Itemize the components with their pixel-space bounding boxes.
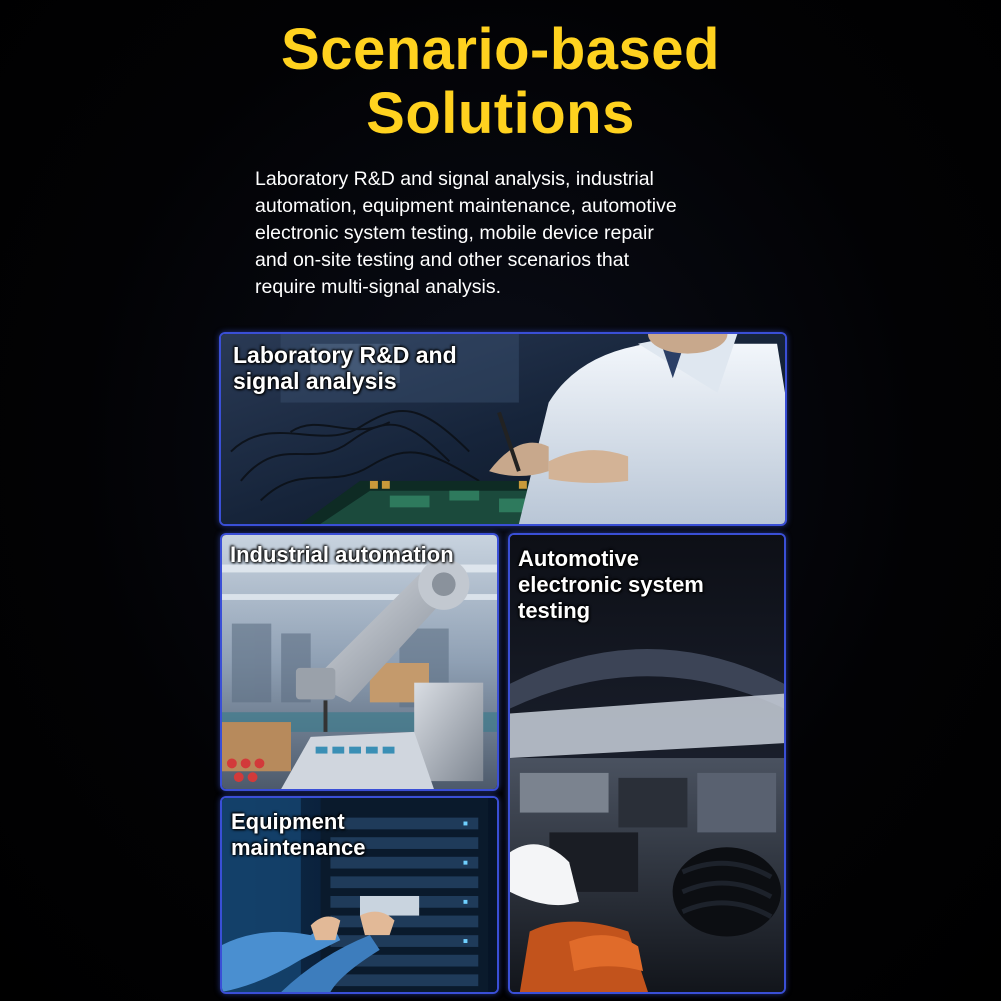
industrial-label-line-1: Industrial automation bbox=[230, 542, 454, 567]
intro-line-1: Laboratory R&D and signal analysis, industrial bbox=[255, 168, 654, 190]
intro-line-2: automation, equipment maintenance, automotive bbox=[255, 195, 677, 217]
industrial-scenario-card bbox=[220, 533, 499, 791]
automotive-label-line-1: Automotive bbox=[518, 546, 639, 571]
intro-line-5: require multi-signal analysis. bbox=[255, 276, 502, 298]
lab-label-line-1: Laboratory R&D and bbox=[233, 342, 457, 368]
automotive-label-line-2: electronic system bbox=[518, 572, 704, 597]
page-title bbox=[0, 18, 1001, 146]
industrial-card-label bbox=[230, 542, 454, 568]
intro-line-3: electronic system testing, mobile device repair bbox=[255, 222, 654, 244]
lab-label-line-2: signal analysis bbox=[233, 368, 397, 394]
automotive-card-label bbox=[518, 546, 704, 624]
equipment-label-line-2: maintenance bbox=[231, 835, 366, 860]
lab-card-label bbox=[233, 342, 457, 394]
lab-scenario-card bbox=[219, 332, 787, 526]
intro-paragraph bbox=[255, 166, 755, 301]
equipment-card-label bbox=[231, 809, 366, 861]
title-line-1: Scenario-based bbox=[281, 17, 720, 82]
intro-line-4: and on-site testing and other scenarios that bbox=[255, 249, 629, 271]
equipment-label-line-1: Equipment bbox=[231, 809, 345, 834]
equipment-scenario-card bbox=[220, 796, 499, 994]
robot-arm-illustration bbox=[222, 535, 497, 789]
title-line-2: Solutions bbox=[366, 81, 635, 146]
automotive-scenario-card bbox=[508, 533, 786, 994]
automotive-label-line-3: testing bbox=[518, 598, 591, 623]
